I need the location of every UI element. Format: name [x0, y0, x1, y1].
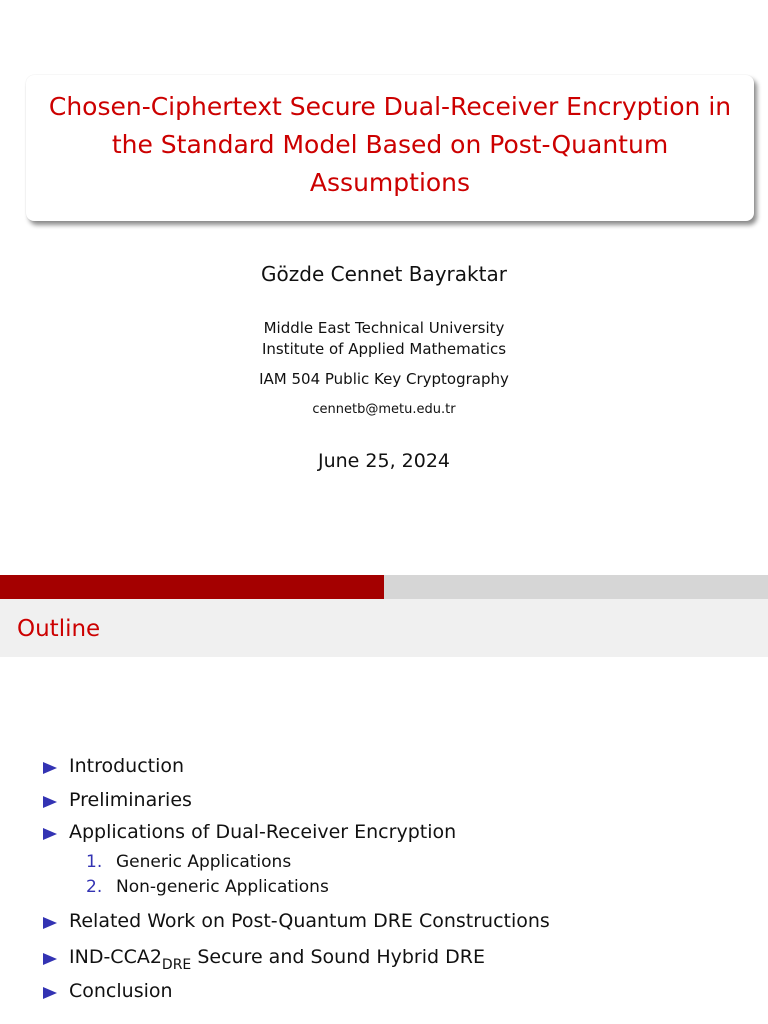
outline-item-label: Preliminaries [69, 789, 192, 811]
subitem-number: 1. [86, 852, 103, 872]
subitem-label: Non-generic Applications [116, 877, 329, 897]
triangle-bullet-icon [43, 953, 57, 965]
outline-item-label: Related Work on Post-Quantum DRE Constructions [69, 910, 550, 932]
triangle-bullet-icon [43, 828, 57, 840]
title-line-3: Assumptions [309, 168, 471, 197]
subitem-number: 2. [86, 877, 103, 897]
ind-cca2-rest: Secure and Sound Hybrid DRE [191, 946, 485, 968]
institution-university: Middle East Technical University [263, 319, 505, 337]
institution-institute: Institute of Applied Mathematics [261, 340, 507, 358]
author-email: cennetb@metu.edu.tr [312, 402, 456, 417]
ind-cca2-text: IND-CCA2 [69, 946, 162, 968]
outline-item-label: Conclusion [69, 980, 173, 1002]
course-name: IAM 504 Public Key Cryptography [259, 370, 509, 388]
triangle-bullet-icon [43, 987, 57, 999]
outline-item-label [69, 946, 485, 973]
subitem-label: Generic Applications [116, 852, 292, 872]
title-line-1: Chosen-Ciphertext Secure Dual-Receiver Encryption in [48, 92, 732, 121]
presentation-date: June 25, 2024 [317, 450, 451, 472]
dre-subscript: DRE [161, 957, 192, 973]
triangle-bullet-icon [43, 796, 57, 808]
outline-item-label: Applications of Dual-Receiver Encryption [69, 821, 457, 843]
triangle-bullet-icon [43, 762, 57, 774]
author-name: Gözde Cennet Bayraktar [261, 262, 507, 286]
frame-title-bar [0, 599, 768, 657]
slide-progress-fill [0, 575, 384, 599]
title-box [26, 75, 754, 221]
frame-title: Outline [17, 616, 101, 642]
triangle-bullet-icon [43, 917, 57, 929]
presentation-title [36, 88, 744, 202]
outline-item-label: Introduction [69, 755, 185, 777]
slide-progress-bar [0, 575, 768, 599]
title-line-2: the Standard Model Based on Post-Quantum [111, 130, 669, 159]
